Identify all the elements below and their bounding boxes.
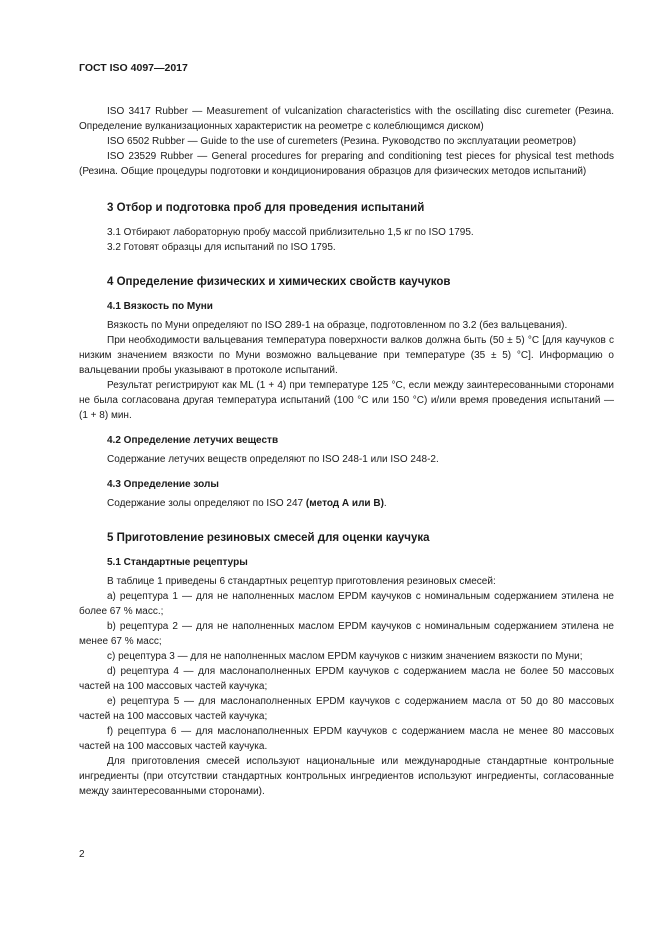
reference-iso-6502: ISO 6502 Rubber — Guide to the use of curemeters (Резина. Руководство по эксплуатации реометров) <box>107 136 577 147</box>
document-header: ГОСТ ISO 4097—2017 <box>79 62 188 74</box>
subsection-4-2-heading: 4.2 Определение летучих веществ <box>107 435 279 446</box>
recipe-item-f: f) рецептура 6 — для маслонаполненных EPDM каучуков с содержанием масла не менее 80 массовых частей на 100 массовых частей каучука. <box>79 726 614 752</box>
page-number: 2 <box>79 849 85 860</box>
clause-4-2-p1: Содержание летучих веществ определяют по ISO 248-1 или ISO 248-2. <box>107 454 439 465</box>
section-5-heading: 5 Приготовление резиновых смесей для оценки каучука <box>107 532 430 544</box>
clause-5-1-intro: В таблице 1 приведены 6 стандартных рецептур приготовления резиновых смесей: <box>107 576 496 587</box>
clause-4-3-text: Содержание золы определяют по ISO 247 <box>107 498 306 509</box>
recipe-item-b: b) рецептура 2 — для не наполненных маслом EPDM каучуков с номинальным содержанием этилена не менее 67 % масс; <box>79 621 614 647</box>
section-4-heading: 4 Определение физических и химических свойств каучуков <box>107 276 451 288</box>
clause-4-1-p2: При необходимости вальцевания температура поверхности валков должна быть (50 ± 5) °С [для каучуков с низким значением вязкости по Муни возможно вальцевание при температуре (35 ± 5) °С]. Информацию о вальцевании пробы указывают в протоколе испытаний. <box>79 335 614 376</box>
recipe-item-c: с) рецептура 3 — для не наполненных маслом EPDM каучуков с низким значением вязкости по Муни; <box>107 651 583 662</box>
page-content <box>79 104 614 799</box>
recipe-item-a: а) рецептура 1 — для не наполненных маслом EPDM каучуков с номинальным содержанием этилена не более 67 % масс.; <box>79 591 614 617</box>
subsection-5-1-heading: 5.1 Стандартные рецептуры <box>107 557 248 568</box>
clause-4-3-end: . <box>383 498 387 509</box>
clause-4-3-p1 <box>79 496 614 511</box>
clause-3-1: 3.1 Отбирают лабораторную пробу массой приблизительно 1,5 кг по ISO 1795. <box>107 227 474 238</box>
subsection-4-3-heading: 4.3 Определение золы <box>107 479 219 490</box>
recipe-item-e: е) рецептура 5 — для маслонаполненных EPDM каучуков с содержанием масла от 50 до 80 массовых частей на 100 массовых частей каучука; <box>79 696 614 722</box>
recipe-item-d: d) рецептура 4 — для маслонаполненных EPDM каучуков с содержанием масла не более 50 массовых частей на 100 массовых частей каучука; <box>79 666 614 692</box>
subsection-4-1-heading: 4.1 Вязкость по Муни <box>107 301 213 312</box>
clause-4-1-p3: Результат регистрируют как ML (1 + 4) при температуре 125 °С, если между заинтересованными сторонами не была согласована другая температура испытаний (100 °С или 150 °С) и/или время проведения испытаний — (1 + 8) мин. <box>79 380 614 421</box>
clause-5-1-closing: Для приготовления смесей используют национальные или международные стандартные контрольные ингредиенты (при отсутствии стандартных контрольных ингредиентов используют ингредиенты, согласованные между заинтересованными сторонами). <box>79 756 614 797</box>
clause-4-3-method: (метод А или В) <box>305 498 384 509</box>
section-3-heading: 3 Отбор и подготовка проб для проведения испытаний <box>107 202 425 214</box>
clause-3-2: 3.2 Готовят образцы для испытаний по ISO 1795. <box>107 242 336 253</box>
reference-iso-3417: ISO 3417 Rubber — Measurement of vulcanization characteristics with the oscillating disc curemeter (Резина. Определение вулканизационных характеристик на реометре с колеблющимся диском) <box>79 106 614 132</box>
clause-4-1-p1: Вязкость по Муни определяют по ISO 289-1 на образце, подготовленном по 3.2 (без вальцевания). <box>107 320 568 331</box>
reference-iso-23529: ISO 23529 Rubber — General procedures for preparing and conditioning test pieces for physical test methods (Резина. Общие процедуры подготовки и кондиционирования образцов для физических методов испытаний) <box>79 151 614 177</box>
